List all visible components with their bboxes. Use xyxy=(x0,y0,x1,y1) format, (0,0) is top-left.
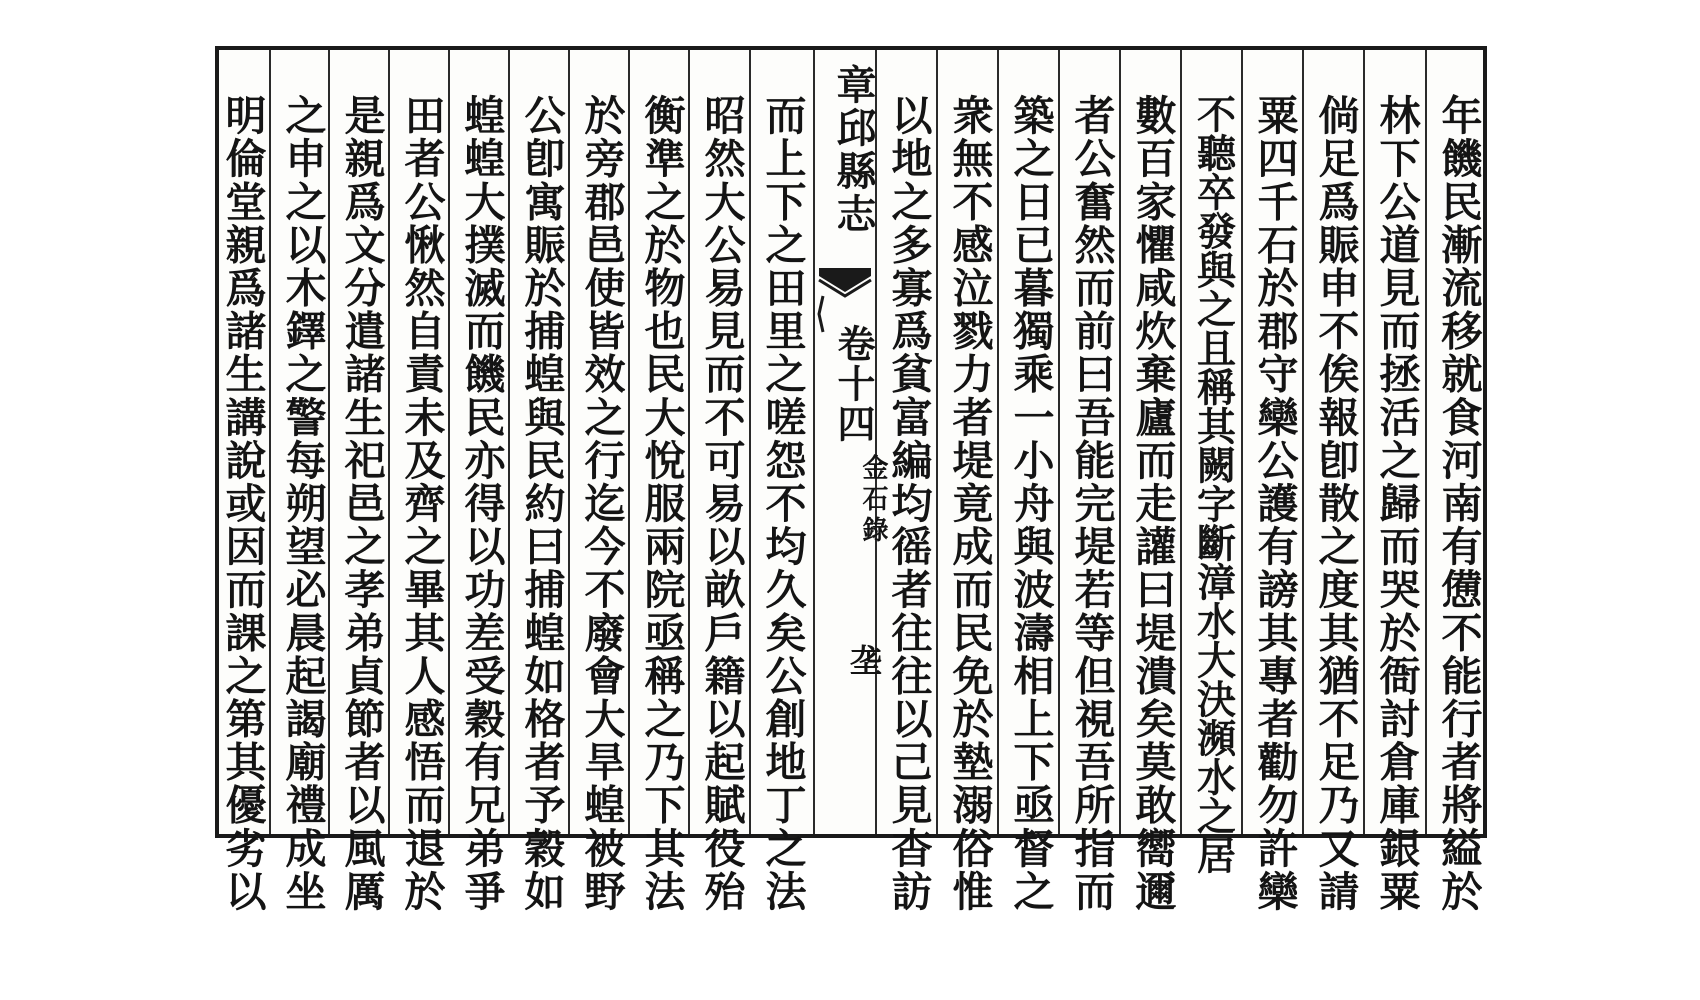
column-text: 是親爲文分遣諸生祀邑之孝弟貞節者以風厲 xyxy=(337,94,386,913)
text-column xyxy=(1001,54,1059,913)
text-column xyxy=(1245,54,1303,913)
text-column xyxy=(753,54,811,913)
text-column xyxy=(332,54,390,913)
text-column xyxy=(1184,54,1242,874)
text-column xyxy=(940,54,998,913)
column-text: 倘足爲賑申不俟報卽散之度其猶不足乃又請 xyxy=(1311,94,1360,913)
column-text: 者公奮然而前曰吾能完堤若等但視吾所指而 xyxy=(1067,94,1116,913)
column-text: 不聽卒發與之且稱其闕字斷漳水大決瀕水之居 xyxy=(1190,94,1237,874)
column-rule xyxy=(1425,50,1427,834)
woodblock-page-frame xyxy=(215,46,1487,913)
text-column xyxy=(1306,54,1364,913)
column-text: 於旁郡邑使皆效之行迄今不廢會大旱蝗被野 xyxy=(577,94,626,913)
text-column xyxy=(1429,54,1487,913)
text-column xyxy=(213,54,271,913)
column-text: 蝗蝗大撲滅而饑民亦得以功差受穀有兄弟爭 xyxy=(457,94,506,913)
column-text: 粟四千石於郡守欒公護有謗其專者勸勿許欒 xyxy=(1250,94,1299,913)
column-text: 衡準之於物也民大悅服兩院亟稱之乃下其法 xyxy=(637,94,686,913)
column-text: 數百家懼咸炊棄廬而走讙曰堤潰矣莫敢嚮邇 xyxy=(1128,94,1177,913)
text-column xyxy=(512,54,570,913)
column-text: 築之日已暮獨乘一小舟與波濤相上下亟督之 xyxy=(1006,94,1055,913)
text-column xyxy=(1123,54,1181,913)
column-text: 昭然大公易見而不可易以畝戶籍以起賦役殆 xyxy=(697,94,746,913)
text-column xyxy=(572,54,630,913)
text-column xyxy=(1062,54,1120,913)
column-text: 明倫堂親爲諸生講說或因而課之第其優劣以 xyxy=(218,94,267,913)
page-number: 垄 xyxy=(845,644,883,676)
text-column xyxy=(392,54,450,913)
text-column xyxy=(452,54,510,913)
volume-label: 卷十四 xyxy=(831,324,876,444)
text-column xyxy=(1367,54,1425,913)
column-text: 而上下之田里之嗟怨不均久矣公創地丁之法 xyxy=(758,94,807,913)
column-text: 公卽寓賑於捕蝗與民約曰捕蝗如格者予穀如 xyxy=(517,94,566,913)
center-margin xyxy=(815,54,888,832)
column-text: 田者公愀然自責未及齊之畢其人感悟而退於 xyxy=(397,94,446,913)
text-column xyxy=(692,54,750,913)
text-column xyxy=(879,54,937,913)
column-text: 衆無不感泣戮力者堤竟成而民免於墊溺俗惟 xyxy=(945,94,994,913)
text-column xyxy=(273,54,331,913)
section-label: 金石錄 xyxy=(858,454,888,547)
column-text: 年饑民漸流移就食河南有憊不能行者將縊於 xyxy=(1434,94,1483,913)
book-title: 章邱縣志 xyxy=(830,64,877,236)
column-text: 林下公道見而拯活之歸而哭於衙討倉庫銀粟 xyxy=(1372,94,1421,913)
column-text: 之申之以木鐸之警每朔望必晨起謁廟禮成坐 xyxy=(278,94,327,913)
center-fold-rule-left xyxy=(813,50,815,834)
column-text: 以地之多寡爲貧富編均徭者往往以己見杳訪 xyxy=(884,94,933,913)
text-column xyxy=(632,54,690,913)
